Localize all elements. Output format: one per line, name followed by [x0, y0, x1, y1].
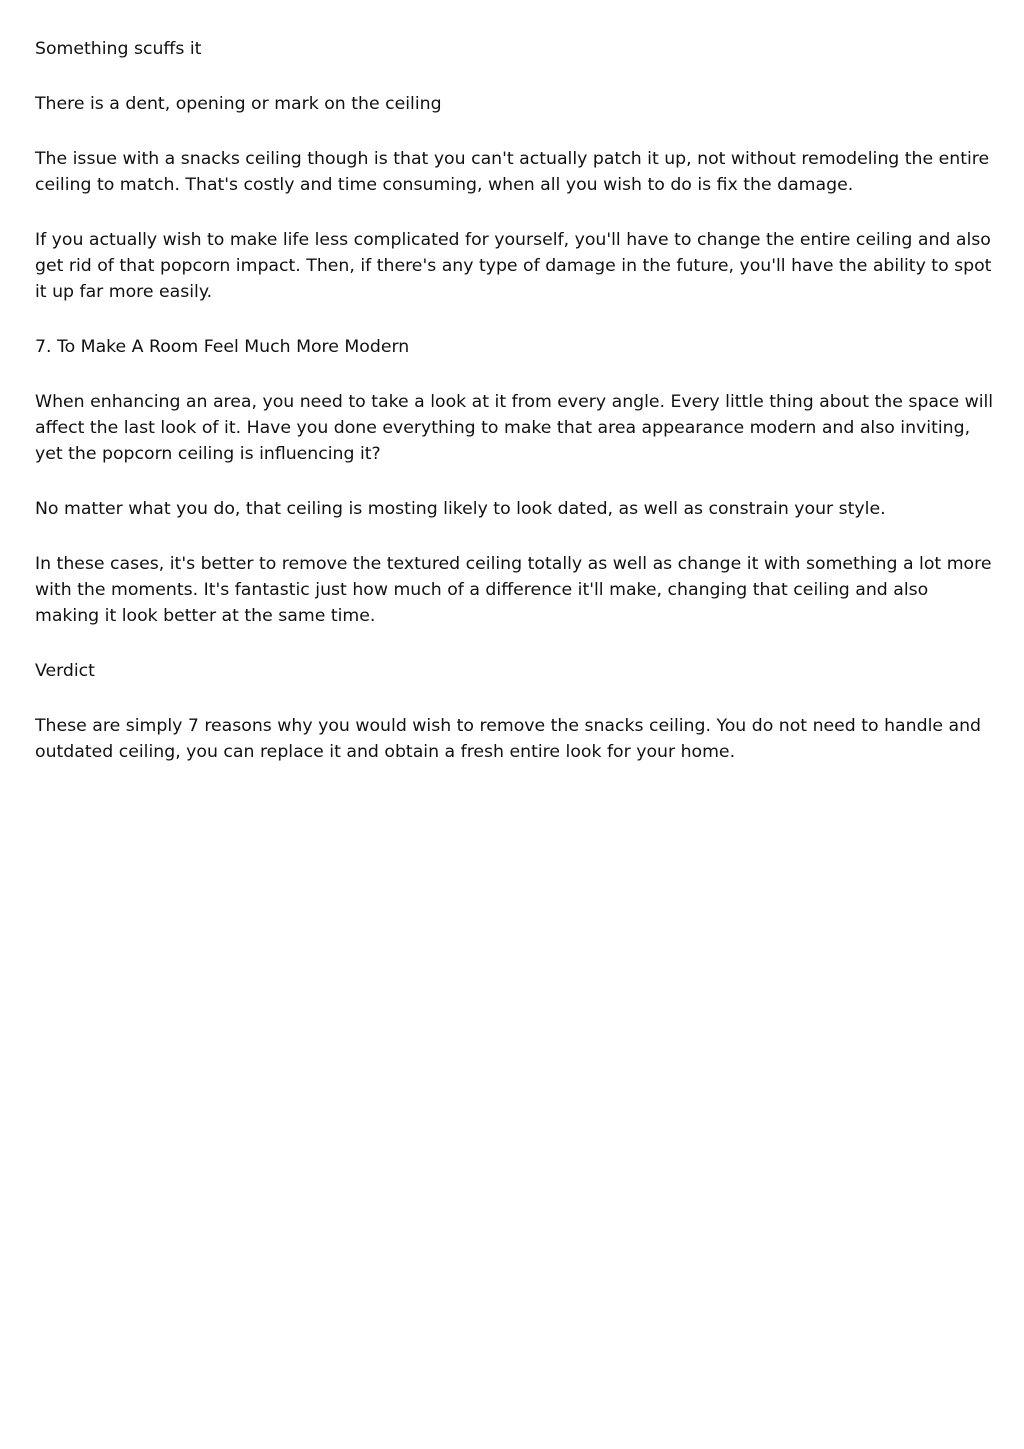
section-heading-verdict: Verdict — [35, 661, 95, 681]
paragraph-conclusion: These are simply 7 reasons why you would wish to remove the snacks ceiling. You do not need to handle and outdated ceiling, you can replace it and obtain a fresh entire look for your home. — [35, 716, 982, 762]
paragraph-enhancing-area: When enhancing an area, you need to take a look at it from every angle. Every little thing about the space will affect the last look of it. Have you done everything to make that area appearance modern and also inviting, yet the popcorn ceiling is influencing it? — [35, 392, 994, 464]
paragraph-damage-cause: Something scuffs it — [35, 39, 202, 59]
paragraph-damage-types: There is a dent, opening or mark on the ceiling — [35, 94, 442, 114]
paragraph-patch-issue: The issue with a snacks ceiling though is that you can't actually patch it up, not without remodeling the entire ceiling to match. That's costly and time consuming, when all you wish to do is fix the damage. — [35, 149, 990, 195]
paragraph-dated-look: No matter what you do, that ceiling is mosting likely to look dated, as well as constrain your style. — [35, 499, 886, 519]
section-heading-modern: 7. To Make A Room Feel Much More Modern — [35, 337, 410, 357]
paragraph-replace-ceiling: If you actually wish to make life less complicated for yourself, you'll have to change the entire ceiling and also get rid of that popcorn impact. Then, if there's any type of damage in the future, you'll have the ability to spot it up far more easily. — [35, 230, 992, 302]
paragraph-remove-textured: In these cases, it's better to remove the textured ceiling totally as well as change it with something a lot more with the moments. It's fantastic just how much of a difference it'll make, changing that ceiling and also making it look better at the same time. — [35, 554, 992, 626]
document-body — [35, 36, 995, 794]
